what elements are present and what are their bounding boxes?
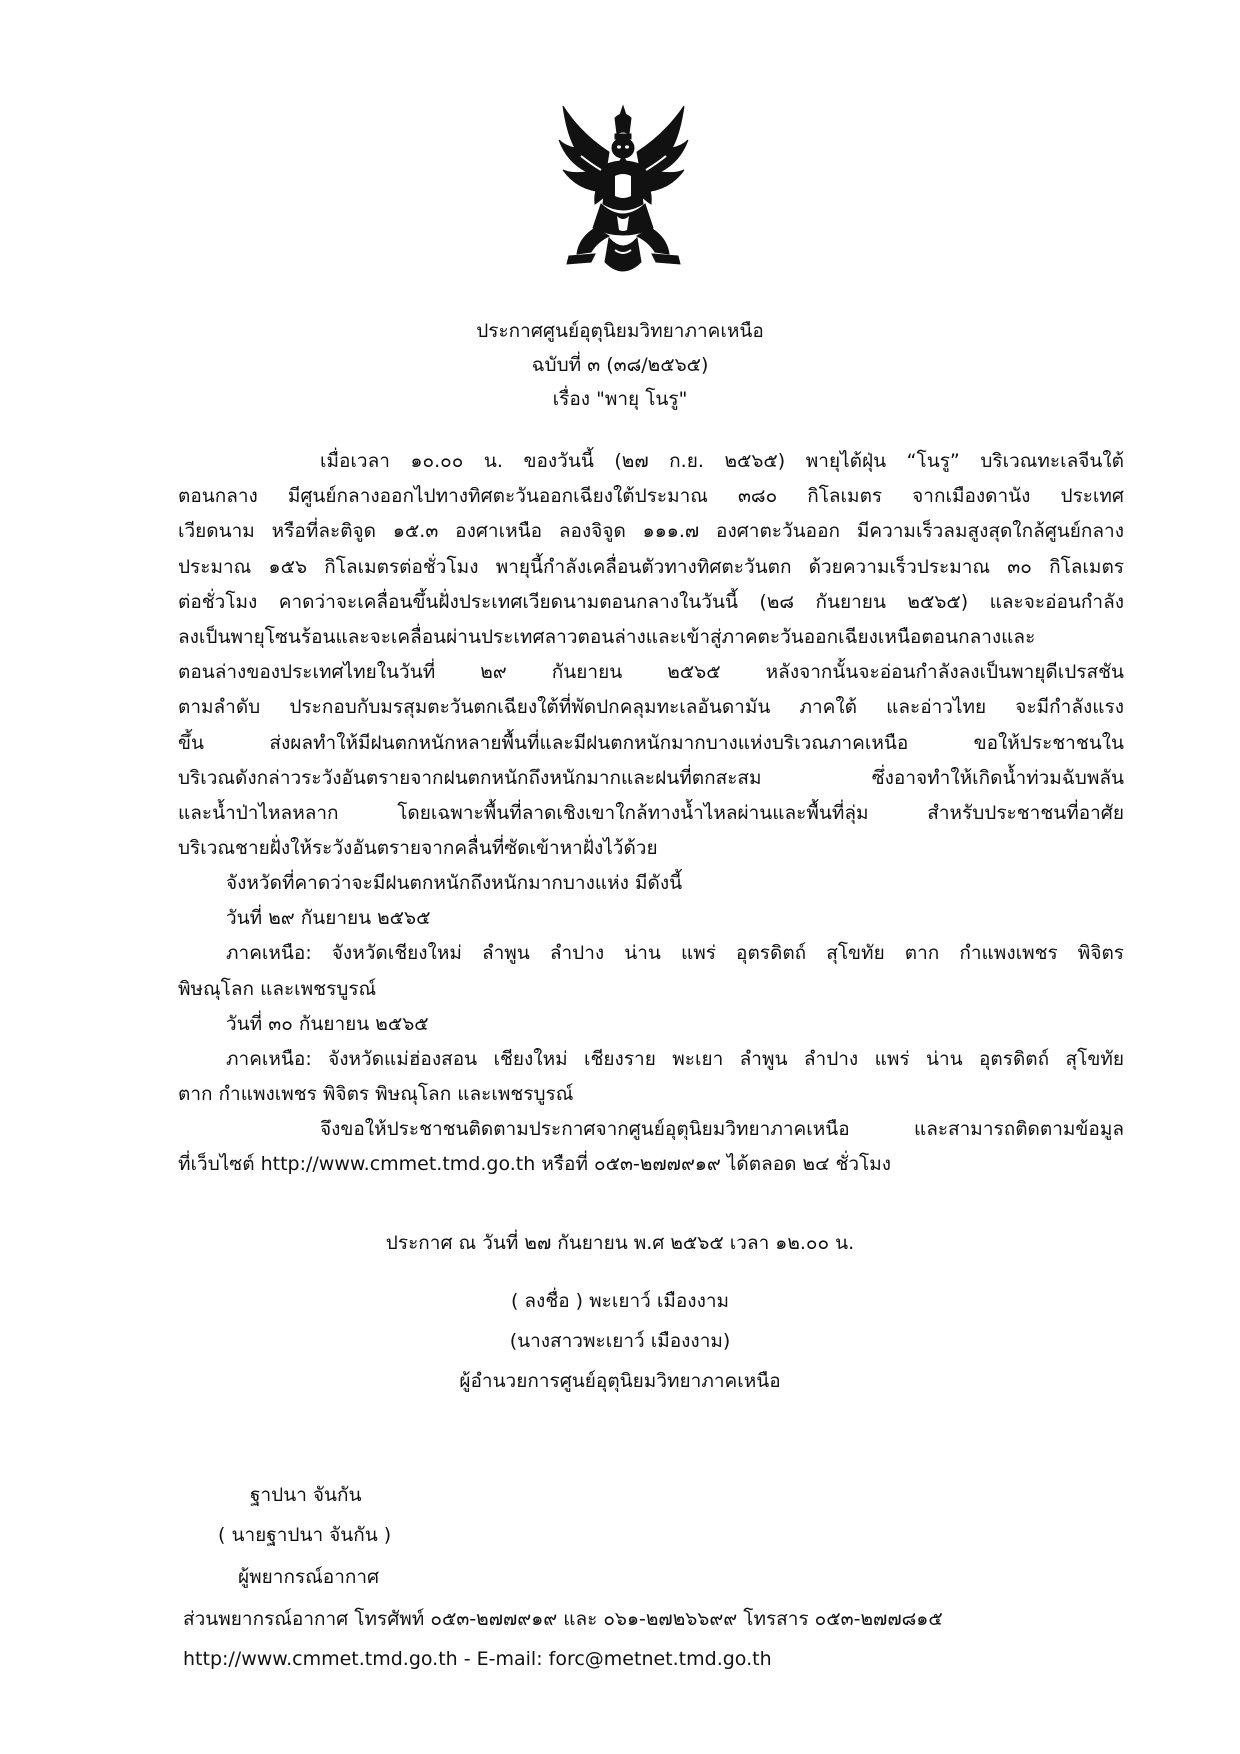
director-full-name: (นางสาวพะเยาว์ เมืองงาม)	[509, 1330, 731, 1352]
announcement-heading	[0, 314, 1240, 416]
footer-web-email: http://www.cmmet.tmd.go.th - E-mail: forc@metnet.tmd.go.th	[183, 1648, 772, 1670]
heading-subject: เรื่อง "พายุ โนรู"	[552, 388, 688, 410]
announcement-date: ประกาศ ณ วันที่ ๒๗ กันยายน พ.ศ ๒๕๖๕ เวลา ๑๒.๐๐ น.	[385, 1232, 855, 1254]
closing-line: จึงขอให้ประชาชนติดตามประกาศจากศูนย์อุตุนิยมวิทยาภาคเหนือ และสามารถติดตามข้อมูล	[320, 1118, 1124, 1140]
day2-provinces-line: ภาคเหนือ: จังหวัดแม่ฮ่องสอน เชียงใหม่ เชียงราย พะเยา ลำพูน ลำปาง แพร่ น่าน อุตรดิตถ์ สุโขทัย	[226, 1048, 1124, 1071]
closing-line: ที่เว็บไซต์ http://www.cmmet.tmd.go.th หรือที่ ๐๕๓-๒๗๗๙๑๙ ได้ตลอด ๒๔ ชั่วโมง	[178, 1153, 892, 1176]
forecaster-name: ฐาปนา จันกัน	[250, 1484, 362, 1506]
paragraph-line: ตอนกลาง มีศูนย์กลางออกไปทางทิศตะวันออกเฉียงใต้ประมาณ ๓๘๐ กิโลเมตร จากเมืองดานัง ประเทศ	[178, 485, 1124, 508]
day1-provinces-line: ภาคเหนือ: จังหวัดเชียงใหม่ ลำพูน ลำปาง น่าน แพร่ อุตรดิตถ์ สุโขทัย ตาก กำแพงเพชร พิจิตร	[226, 942, 1124, 965]
garuda-emblem-icon	[557, 104, 690, 280]
paragraph-line: ลงเป็นพายุโซนร้อนและจะเคลื่อนผ่านประเทศลาวตอนล่างและเข้าสู่ภาคตะวันออกเฉียงเหนือตอนกลางและ	[178, 626, 1036, 649]
provinces-section	[178, 866, 1124, 1112]
day1-label: วันที่ ๒๙ กันยายน ๒๕๖๕	[226, 907, 431, 930]
paragraph-line: และน้ำป่าไหลหลาก โดยเฉพาะพื้นที่ลาดเชิงเขาใกล้ทางน้ำไหลผ่านและพื้นที่ลุ่ม สำหรับประชาชนที่อาศัย	[178, 802, 1124, 825]
paragraph-line: ประมาณ ๑๕๖ กิโลเมตรต่อชั่วโมง พายุนี้กำลังเคลื่อนตัวทางทิศตะวันตก ด้วยความเร็วประมาณ ๓๐ กิโลเมตร	[178, 555, 1124, 578]
paragraph-line: บริเวณดังกล่าวระวังอันตรายจากฝนตกหนักถึงหนักมากและฝนที่ตกสะสม ซึ่งอาจทำให้เกิดน้ำท่วมฉับพลัน	[178, 766, 1124, 789]
day1-provinces-line: พิษณุโลก และเพชรบูรณ์	[178, 977, 377, 1000]
paragraph-line: บริเวณชายฝั่งให้ระวังอันตรายจากคลื่นที่ซัดเข้าหาฝั่งไว้ด้วย	[178, 837, 658, 860]
paragraph-line: เมื่อเวลา ๑๐.๐๐ น. ของวันนี้ (๒๗ ก.ย. ๒๕๖๕) พายุไต้ฝุ่น “โนรู” บริเวณทะเลจีนใต้	[320, 450, 1124, 472]
day2-provinces-line: ตาก กำแพงเพชร พิจิตร พิษณุโลก และเพชรบูรณ์	[178, 1083, 574, 1106]
main-paragraph	[178, 444, 1124, 866]
director-signature: ( ลงชื่อ ) พะเยาว์ เมืองงาม	[510, 1290, 730, 1312]
paragraph-line: ตอนล่างของประเทศไทยในวันที่ ๒๙ กันยายน ๒๕๖๕ หลังจากนั้นจะอ่อนกำลังลงเป็นพายุดีเปรสชัน	[178, 661, 1124, 684]
paragraph-line: ต่อชั่วโมง คาดว่าจะเคลื่อนขึ้นฝั่งประเทศเวียดนามตอนกลางในวันนี้ (๒๘ กันยายน ๒๕๖๕) และจะอ่อนกำลัง	[178, 590, 1124, 613]
paragraph-line: ตามลำดับ ประกอบกับมรสุมตะวันตกเฉียงใต้ที่พัดปกคลุมทะเลอันดามัน ภาคใต้ และอ่าวไทย จะมีกำลังแรง	[178, 696, 1124, 719]
day2-label: วันที่ ๓๐ กันยายน ๒๕๖๕	[226, 1012, 429, 1035]
paragraph-line: เวียดนาม หรือที่ละติจูด ๑๕.๓ องศาเหนือ ลองจิจูด ๑๑๑.๗ องศาตะวันออก มีความเร็วลมสูงสุดใกล้ศูนย์กลาง	[178, 520, 1124, 543]
heading-issue-number: ฉบับที่ ๓ (๓๘/๒๕๖๕)	[531, 354, 709, 376]
provinces-intro: จังหวัดที่คาดว่าจะมีฝนตกหนักถึงหนักมากบางแห่ง มีดังนี้	[226, 872, 683, 894]
director-position: ผู้อำนวยการศูนย์อุตุนิยมวิทยาภาคเหนือ	[459, 1370, 781, 1392]
paragraph-line: ขึ้น ส่งผลทำให้มีฝนตกหนักหลายพื้นที่และมีฝนตกหนักมากบางแห่งบริเวณภาคเหนือ ขอให้ประชาชนใน	[178, 731, 1124, 754]
forecaster-full-name: ( นายฐาปนา จันกัน )	[218, 1524, 392, 1546]
closing-paragraph	[178, 1112, 1124, 1182]
heading-title: ประกาศศูนย์อุตุนิยมวิทยาภาคเหนือ	[476, 320, 764, 342]
forecaster-position: ผู้พยากรณ์อากาศ	[238, 1566, 380, 1588]
footer-contact: ส่วนพยากรณ์อากาศ โทรศัพท์ ๐๕๓-๒๗๗๙๑๙ และ ๐๖๑-๒๗๒๖๖๙๙ โทรสาร ๐๕๓-๒๗๗๘๑๕	[183, 1608, 943, 1630]
